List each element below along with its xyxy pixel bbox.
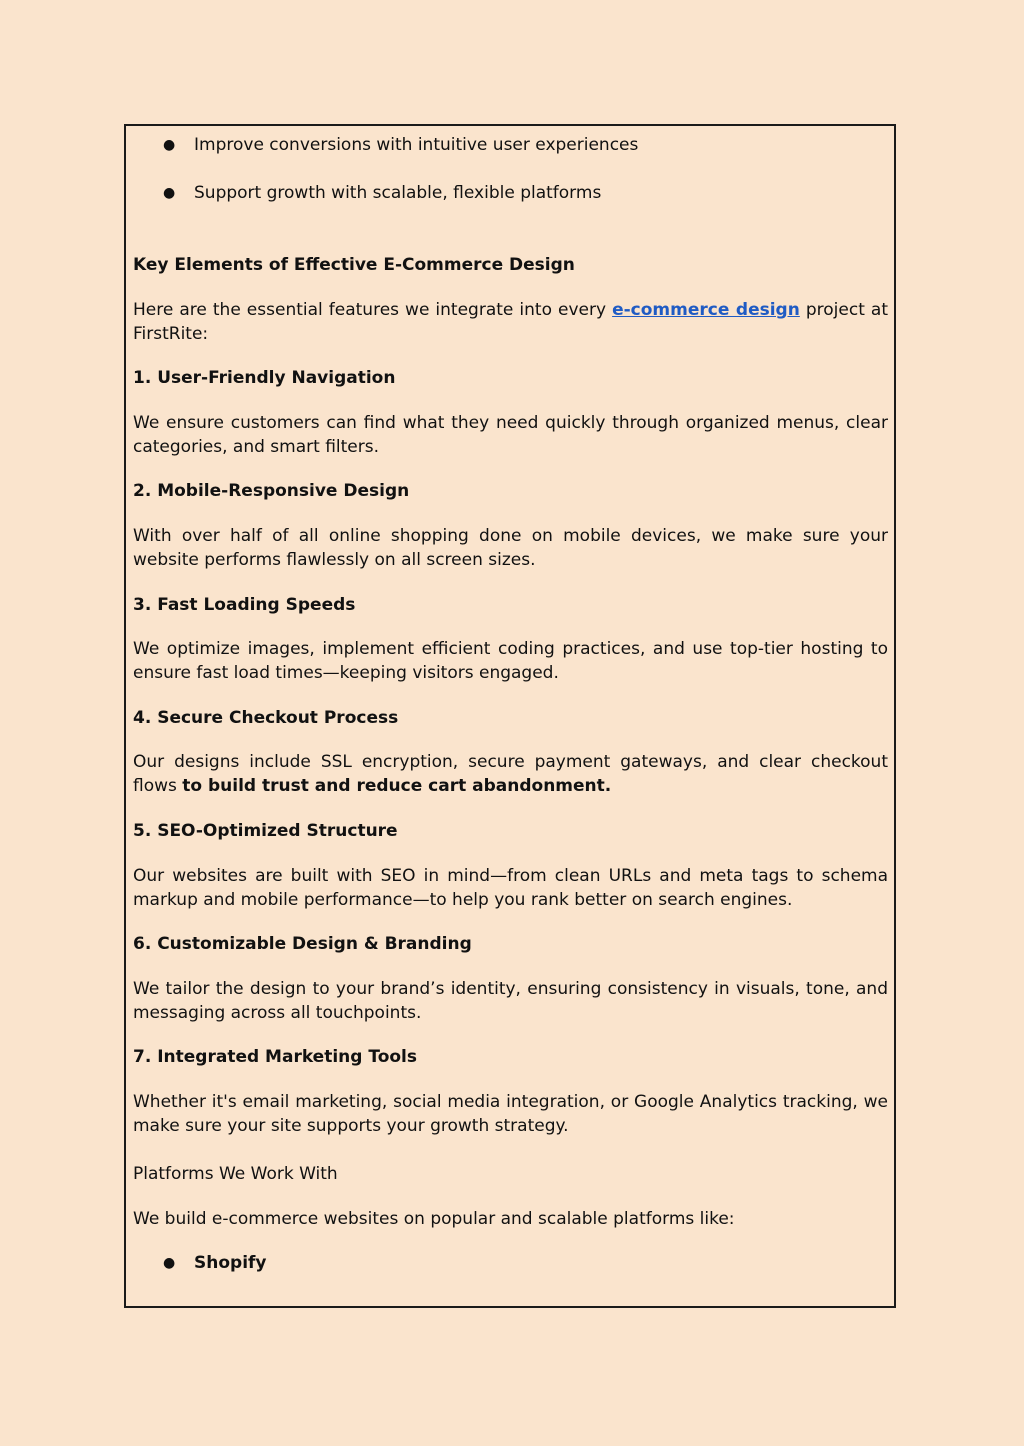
bullet-text: Improve conversions with intuitive user experiences xyxy=(194,135,639,155)
feature-heading: 3. Fast Loading Speeds xyxy=(133,595,356,615)
feature-heading: 2. Mobile-Responsive Design xyxy=(133,481,410,501)
feature-text-emphasis: to build trust and reduce cart abandonment. xyxy=(182,776,612,796)
bullet-icon: ● xyxy=(163,1255,176,1271)
intro-text-after: project at FirstRite: xyxy=(133,300,888,344)
feature-text: We tailor the design to your brand’s identity, ensuring consistency in visuals, tone, and messaging across all touchpoints. xyxy=(133,979,888,1023)
section-heading: Key Elements of Effective E-Commerce Design xyxy=(133,255,575,275)
bullet-text: Shopify xyxy=(194,1253,267,1273)
feature-text xyxy=(133,750,888,798)
feature-heading: 7. Integrated Marketing Tools xyxy=(133,1047,417,1067)
bullet-icon: ● xyxy=(163,185,176,201)
feature-text-regular: Our designs include SSL encryption, secure payment gateways, and clear checkout flows xyxy=(133,752,888,796)
platforms-heading: Platforms We Work With xyxy=(133,1164,338,1184)
feature-heading: 6. Customizable Design & Branding xyxy=(133,934,472,954)
feature-heading: 5. SEO-Optimized Structure xyxy=(133,821,398,841)
bullet-text: Support growth with scalable, flexible platforms xyxy=(194,183,602,203)
feature-text: Whether it's email marketing, social media integration, or Google Analytics tracking, we make sure your site supports your growth strategy. xyxy=(133,1092,888,1136)
feature-text: We ensure customers can find what they need quickly through organized menus, clear categories, and smart filters. xyxy=(133,413,888,457)
feature-text: Our websites are built with SEO in mind—from clean URLs and meta tags to schema markup and mobile performance—to help you rank better on search engines. xyxy=(133,866,888,910)
ecommerce-design-link[interactable]: e-commerce design xyxy=(612,300,800,320)
platforms-intro: We build e-commerce websites on popular and scalable platforms like: xyxy=(133,1209,735,1229)
feature-text: With over half of all online shopping done on mobile devices, we make sure your website performs flawlessly on all screen sizes. xyxy=(133,526,888,570)
feature-heading: 1. User-Friendly Navigation xyxy=(133,368,396,388)
feature-heading: 4. Secure Checkout Process xyxy=(133,708,399,728)
intro-paragraph xyxy=(133,298,888,346)
intro-text-before: Here are the essential features we integrate into every xyxy=(133,300,613,320)
feature-text: We optimize images, implement efficient coding practices, and use top-tier hosting to ensure fast load times—keeping visitors engaged. xyxy=(133,639,888,683)
bullet-icon: ● xyxy=(163,137,176,153)
